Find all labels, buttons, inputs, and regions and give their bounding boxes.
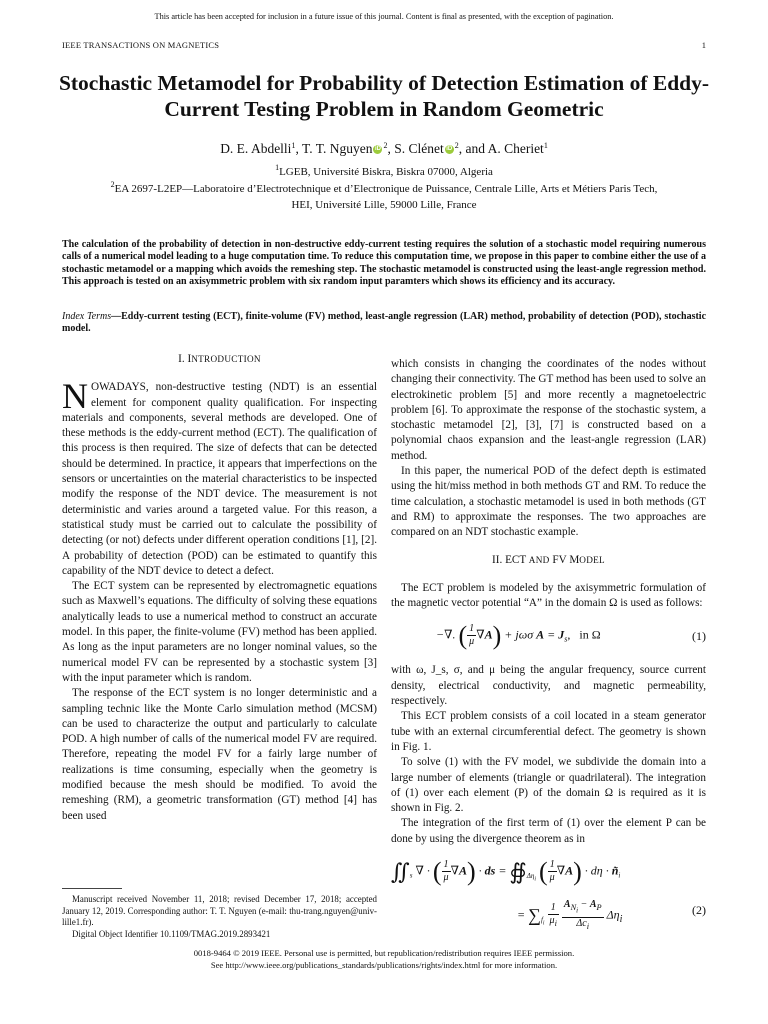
abstract: The calculation of the probability of detection in non-destructive eddy-current testing requires the solution of a stochastic model requiring numerous calls of a numerical model leading to a huge computation time. To reduce this computation time, we propose in this paper to combine either the use of a stochastic metamodel or a mapping which avoids the remeshing step. The stochastic metamodel is constructed using the least-angle regression method. This approach is tested on an axisymmetric problem with six random input paramters which shows its efficiency and its accuracy. — [62, 239, 706, 287]
affiliation-text: LGEB, Université Biskra, Biskra 07000, Algeria — [279, 166, 493, 178]
orcid-icon[interactable]: iD — [446, 146, 453, 152]
left-column — [62, 352, 377, 824]
orcid-icon[interactable]: iD — [374, 146, 381, 152]
author-sup: 1 — [543, 141, 548, 150]
section-number: I. — [178, 353, 185, 365]
section-heading-ect-fv-model — [391, 553, 706, 568]
model-paragraph-5: The integration of the first term of (1) over the element P can be done by using the divergence theorem as in — [391, 817, 706, 845]
intro-paragraph-5: In this paper, the numerical POD of the defect depth is estimated using the hit/miss method in both methods GT and RM. To reduce the time calculation, a stochastic metamodel is used in both methods (GT and RM) to approximate the responses. The two approaches are compared on an NDT stochastic example. — [391, 465, 706, 539]
footnote-text: Manuscript received November 11, 2018; revised December 17, 2018; accepted January 12, 2019. Corresponding author: T. T. Nguyen (e-mail: thu-trang.nguyen@univ-lille1.fr). — [62, 894, 377, 927]
footnote-divider — [62, 888, 122, 889]
footnote — [62, 894, 377, 940]
affiliation-sup: 1 — [275, 163, 280, 172]
author-name: S. Clénet — [394, 141, 444, 156]
intro-paragraph-3: The response of the ECT system is no longer deterministic and a sampling technic like the Monte Carlo simulation method (MCSM) can be used to characterize the output and particularly to calculate POD. A high number of calls of the numerical model FV are required. Therefore, repeating the model FV for a fairly large number of realizations is time consuming, especially when the geometry is modified because the mesh should be modified. To avoid the remeshing (RM), a geometric transformation (GT) method [4] has been used — [62, 687, 377, 822]
index-terms-text: Eddy-current testing (ECT), finite-volume (FV) method, least-angle regression (LAR) method, probability of detection (POD), stochastic model. — [62, 311, 707, 335]
section-title-part: M — [569, 553, 580, 566]
model-paragraph-4: To solve (1) with the FV model, we subdivide the domain into a large number of elements (triangle or quadrilateral). The integration of (1) over each element (P) of the domain Ω is required as it is shown in Fig. 2. — [391, 756, 706, 815]
dropcap: N — [62, 376, 88, 417]
affiliation-2-line-2: HEI, Université Lille, 59000 Lille, France — [291, 199, 477, 211]
page-number: 1 — [701, 40, 706, 50]
section-title-part: FV — [552, 553, 567, 566]
author-name: T. T. Nguyen — [301, 141, 373, 156]
section-title-initial: I — [187, 353, 192, 365]
intro-paragraph-4: which consists in changing the coordinates of the nodes without changing their connectivity. The GT method has been used to solve an electrokinetic problem [5] and more recently a magnetoelectric problem [6]. To approximate the response of the stochastic system, a stochastic metamodel [2], [3], [7] is constructed based on a polynomial chaos expansion and the least-angle regression (LAR) method. — [391, 358, 706, 462]
equation-1 — [391, 617, 706, 655]
author-sup: 1 — [291, 141, 296, 150]
model-paragraph-2: with ω, J_s, σ, and μ being the angular frequency, source current density, electrical conductivity, and magnetic permeability, respectively. — [391, 664, 706, 708]
index-terms: Index Terms—Eddy-current testing (ECT), finite-volume (FV) method, least-angle regression (LAR) method, probability of detection (POD), stochastic model. — [62, 311, 707, 335]
section-title-part: ECT — [505, 553, 526, 566]
model-paragraph-3: This ECT problem consists of a coil located in a steam generator tube with an external circumferential defect. The geometry is shown in Fig. 1. — [391, 710, 706, 753]
equation-2-line-2: = $\sum_{f_i}$ $\frac{1}{\mu_i}$ $\frac{A_{N_i} - A_P}{\Delta c_i}$ $\Delta\eta_i$ — [517, 899, 623, 931]
footnote-doi: Digital Object Identifier 10.1109/TMAG.2019.2893421 — [72, 928, 271, 939]
copyright-notice — [0, 948, 768, 972]
equation-2 — [391, 853, 706, 931]
author-sup: 2 — [383, 141, 388, 150]
intro-paragraph-1 — [62, 376, 377, 579]
copyright-line-1: 0018-9464 © 2019 IEEE. Personal use is permitted, but republication/redistribution requires IEEE permission. — [193, 948, 575, 958]
journal-name: IEEE TRANSACTIONS ON MAGNETICS — [62, 40, 220, 50]
accepted-note: This article has been accepted for inclusion in a future issue of this journal. Content is final as presented, with the exception of pagination. — [154, 12, 614, 21]
affiliation-2 — [0, 180, 768, 195]
equation-1-body: −∇. ( $\frac{1}{\mu}$ ∇A) + jωσ $A = J_s$, in Ω — [436, 621, 601, 651]
author-name: and A. Cheriet — [465, 141, 544, 156]
section-heading-introduction — [62, 352, 377, 367]
author-sup: 2 — [454, 141, 459, 150]
paper-title: Stochastic Metamodel for Probability of Detection Estimation of Eddy-Current Testing Problem in Random Geometric — [58, 71, 710, 121]
index-terms-label: Index Terms — [62, 311, 112, 322]
section-title-part: ODEL — [579, 554, 605, 565]
affiliation-text: EA 2697-L2EP—Laboratoire d’Electrotechnique et d’Electronique de Puissance, Centrale Lille, Arts et Métiers Paris Tech, — [114, 183, 658, 195]
author-list: D. E. Abdelli$^1$, T. T. Nguyen iD $^2$, S. Clénet iD $^2$, and A. Cheriet$^1$ — [220, 141, 548, 156]
affiliation-1 — [0, 163, 768, 178]
affiliation-sup: 2 — [110, 180, 115, 189]
right-column — [391, 357, 706, 931]
copyright-line-2: See http://www.ieee.org/publications_standards/publications/rights/index.html for more information. — [210, 959, 558, 970]
equation-2-number: (2) — [692, 903, 706, 918]
equation-1-number: (1) — [692, 629, 706, 644]
section-number: II. — [492, 553, 503, 566]
equation-2-line-1: $∬_s$ ∇ · ( $\frac{1}{\mu}$ ∇A) · ds = $∯_{\Delta\eta_i}$ ( $\frac{1}{\mu}$ $\nabla A) \cdot d\eta \cdot ñ_i$ — [391, 856, 621, 886]
section-title-part: AND — [528, 554, 550, 565]
author-name: D. E. Abdelli — [220, 141, 292, 156]
model-paragraph-1: The ECT problem is modeled by the axisymmetric formulation of the magnetic vector potential “A” in the domain Ω is used as follows: — [391, 581, 706, 610]
intro-paragraph-2: The ECT system can be represented by electromagnetic equations such as Maxwell’s equations. The difficulty of solving these equations analytically leads to use a numerical method to construct an accurate model. In this paper, the finite-volume (FV) method has been applied. As long as the input parameters are no longer nominal values, so the numerical model FV can be represented by a stochastic system [3] with the input parameter which is random. — [62, 580, 377, 684]
paragraph-text: OWADAYS, non-destructive testing (NDT) is an essential element for component quality qualification. For inspecting materials and components, several methods are developed. One of these methods is the eddy-current method (ECT). The qualification of this process is then required. The size of defects that can be detected should be determined. In practice, it appears that imperfections on the sensors or uncertainties on the material characteristics to be inspected modify the response of the NDT device. The measurement is not deterministic and varies around a targeted value. For this reason, a statistical study must be carried out to calculate the possibility of detecting (or not) defects under different operation conditions [1], [2]. A probability of detection (POD) can be estimated to quantify this capability of the NDT device to detect a defect. — [62, 381, 377, 577]
section-title-rest: NTRODUCTION — [191, 354, 261, 364]
